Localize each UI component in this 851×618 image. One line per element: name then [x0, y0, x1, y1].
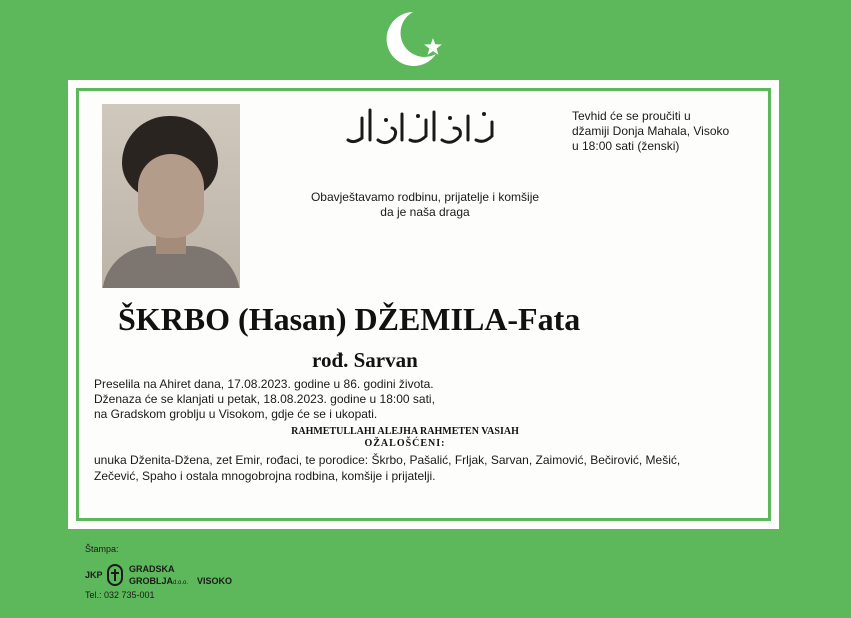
phone-number: Tel.: 032 735-001	[85, 590, 155, 600]
details-line: na Gradskom groblju u Visokom, gdje će se i ukopati.	[94, 407, 378, 421]
funeral-details	[94, 377, 494, 422]
intro-text	[290, 190, 560, 220]
mourners-line: unuka Dženita-Džena, zet Emir, rođaci, te porodice: Škrbo, Pašalić, Frljak, Sarvan, Zaimović, Bečirović, Mešić,	[94, 453, 681, 467]
print-label: Štampa:	[85, 544, 119, 554]
mourners-list	[94, 452, 734, 484]
crescent-star-icon	[386, 8, 448, 70]
company-logo	[85, 561, 255, 589]
details-line: Preselila na Ahiret dana, 17.08.2023. godine u 86. godini života.	[94, 377, 434, 391]
rahmet-prayer: RAHMETULLAHI ALEJHA RAHMETEN VASIAH	[291, 426, 519, 437]
tevhid-notice	[572, 109, 772, 154]
logo-jkp: JKP	[85, 570, 103, 580]
maiden-name: rođ. Sarvan	[312, 348, 418, 372]
deceased-name: ŠKRBO (Hasan) DŽEMILA-Fata	[118, 301, 581, 337]
deceased-portrait	[102, 104, 240, 288]
logo-visoko: VISOKO	[197, 576, 233, 586]
logo-doo: d.o.o.	[173, 580, 189, 586]
tevhid-line: džamiji Donja Mahala, Visoko	[572, 124, 730, 138]
gradska-groblja-logo-icon	[105, 563, 125, 587]
details-line: Dženaza će se klanjati u petak, 18.08.2023. godine u 18:00 sati,	[94, 392, 435, 406]
logo-groblja: GROBLJA	[129, 576, 174, 586]
tevhid-line: Tevhid će se proučiti u	[572, 109, 691, 123]
mourners-line: Zečević, Spaho i ostala mnogobrojna rodbina, komšije i prijatelji.	[94, 469, 436, 483]
mourners-title: OŽALOŠĆENI:	[364, 438, 446, 449]
intro-line: Obavještavamo rodbinu, prijatelje i komšije	[310, 190, 540, 204]
logo-gradska: GRADSKA	[129, 564, 175, 574]
arabic-calligraphy-icon	[340, 100, 500, 152]
intro-line: da je naša draga	[380, 205, 470, 219]
tevhid-line: u 18:00 sati (ženski)	[572, 139, 680, 153]
